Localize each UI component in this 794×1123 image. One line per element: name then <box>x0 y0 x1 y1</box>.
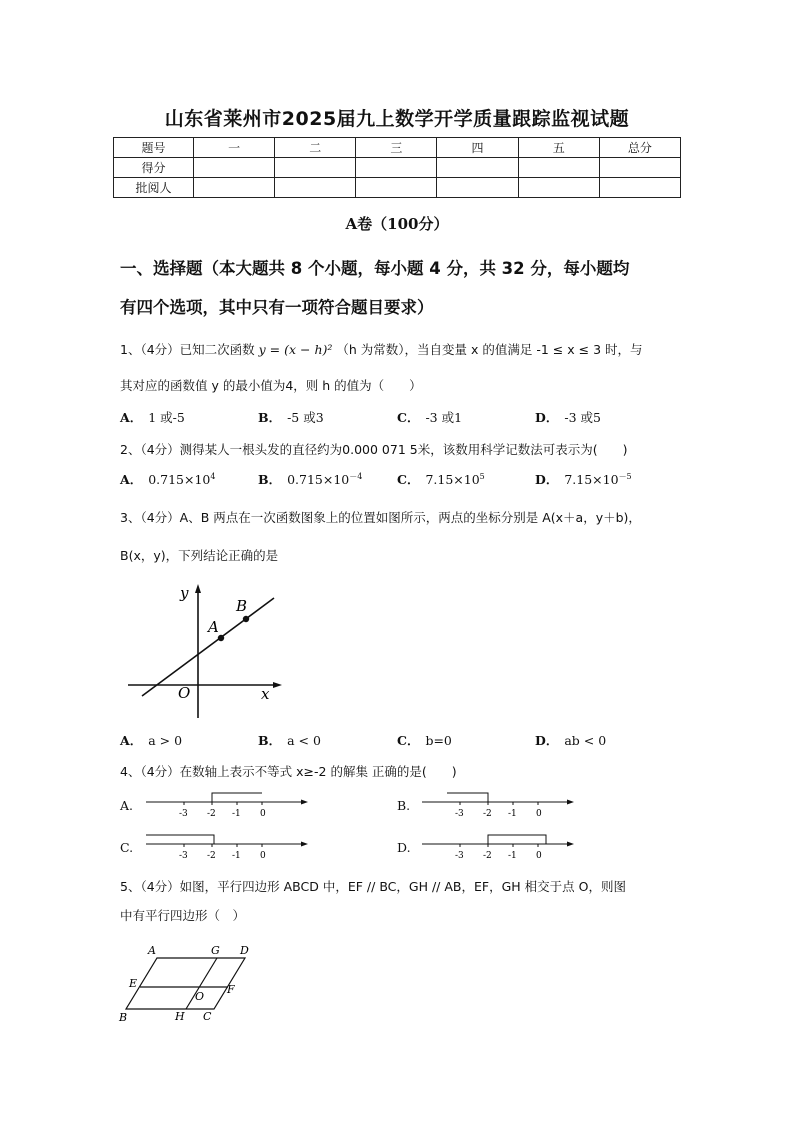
score-header-cell: 四 <box>437 138 518 158</box>
tick-label: -3 <box>179 809 188 819</box>
tick-label: -3 <box>455 851 464 861</box>
x-axis-arrow-icon <box>273 682 282 688</box>
q4-option-a-numberline <box>144 788 314 820</box>
q2-option-b[interactable] <box>258 470 362 488</box>
y-axis-label: y <box>180 584 189 602</box>
q3-option-d[interactable] <box>535 731 606 749</box>
option-letter: A． <box>120 472 143 487</box>
q2-text: 2、（4分）测得某人一根头发的直径约为0.000 071 5米，该数用科学记数法可表示为( ) <box>120 442 628 457</box>
score-table-row <box>114 178 681 198</box>
tick-label: 0 <box>260 851 266 861</box>
q4-option-c-letter[interactable]: C. <box>120 840 134 855</box>
q3-option-b[interactable] <box>258 731 321 749</box>
tick-label: -1 <box>232 851 241 861</box>
point-b <box>243 616 249 622</box>
q2-option-d[interactable] <box>535 470 632 488</box>
tick-label: 0 <box>536 809 542 819</box>
score-cell[interactable] <box>599 178 680 198</box>
label-h: H <box>175 1010 185 1023</box>
tick-label: 0 <box>260 809 266 819</box>
score-header-cell: 一 <box>194 138 275 158</box>
numberline-arrow-icon <box>567 800 574 805</box>
option-letter: A． <box>120 410 143 425</box>
q5-parallelogram-figure <box>115 940 265 1025</box>
q1-option-b[interactable] <box>258 408 324 426</box>
q4-option-b-numberline <box>420 788 580 820</box>
option-letter: D． <box>535 472 559 487</box>
numberline-arrow-icon <box>301 800 308 805</box>
option-exponent: 4 <box>210 471 216 481</box>
score-cell[interactable] <box>437 158 518 178</box>
score-cell[interactable] <box>194 178 275 198</box>
score-header-cell: 总分 <box>599 138 680 158</box>
option-letter: B． <box>258 472 282 487</box>
tick-label: -2 <box>207 851 216 861</box>
q1-formula: y = (x − h)² <box>258 342 333 357</box>
score-header-cell: 题号 <box>114 138 194 158</box>
label-c: C <box>203 1010 212 1023</box>
option-letter: B． <box>258 733 282 748</box>
score-row-label: 得分 <box>114 158 194 178</box>
score-cell[interactable] <box>356 178 437 198</box>
q4-option-d-letter[interactable]: D. <box>397 840 411 855</box>
option-letter: D． <box>535 410 559 425</box>
score-table-row <box>114 158 681 178</box>
label-g: G <box>211 944 220 957</box>
tick-label: -2 <box>483 809 492 819</box>
tick-label: -1 <box>508 809 517 819</box>
q3-option-c[interactable] <box>397 731 452 749</box>
option-text: a > 0 <box>148 733 183 748</box>
score-table <box>113 137 681 198</box>
q3-text: 3、（4分）A、B 两点在一次函数图象上的位置如图所示，两点的坐标分别是 A(x＋a，y＋b)， <box>120 510 641 525</box>
numberline-arrow-icon <box>567 842 574 847</box>
option-text: -5 或3 <box>287 410 324 425</box>
tick-label: -3 <box>179 851 188 861</box>
q1-option-c[interactable] <box>397 408 462 426</box>
section-a-heading: A卷（100分） <box>345 215 449 233</box>
score-cell[interactable] <box>518 178 599 198</box>
label-a: A <box>148 944 156 957</box>
score-cell[interactable] <box>518 158 599 178</box>
option-letter: C． <box>397 472 420 487</box>
option-letter: A． <box>120 733 143 748</box>
q4-option-c-numberline <box>144 830 314 862</box>
q1-text-a: 1、（4分）已知二次函数 <box>120 342 255 357</box>
option-text: 7.15×10 <box>425 472 480 487</box>
score-header-cell: 二 <box>275 138 356 158</box>
point-b-label: B <box>236 597 248 615</box>
q4-option-b-letter[interactable]: B. <box>397 798 411 813</box>
score-header-cell: 三 <box>356 138 437 158</box>
q3-option-a[interactable] <box>120 731 182 749</box>
part1-heading-line2: 有四个选项，其中只有一项符合题目要求） <box>120 298 434 317</box>
point-a-label: A <box>208 618 219 636</box>
q2-option-a[interactable] <box>120 470 215 488</box>
q4-option-a-letter[interactable]: A. <box>120 798 134 813</box>
score-row-label: 批阅人 <box>114 178 194 198</box>
q1-line1 <box>120 340 643 358</box>
label-d: D <box>240 944 249 957</box>
q5-line2: 中有平行四边形（ ） <box>120 908 246 923</box>
option-text: -3 或5 <box>564 410 601 425</box>
part1-heading-line1: 一、选择题（本大题共 8 个小题，每小题 4 分，共 32 分，每小题均 <box>120 259 630 278</box>
option-letter: D． <box>535 733 559 748</box>
function-line <box>142 598 274 696</box>
score-cell[interactable] <box>275 178 356 198</box>
option-letter: B． <box>258 410 282 425</box>
option-text: 1 或-5 <box>148 410 185 425</box>
label-o: O <box>195 990 205 1003</box>
q2-option-c[interactable] <box>397 470 485 488</box>
option-text: -3 或1 <box>425 410 463 425</box>
page-title: 山东省莱州市2025届九上数学开学质量跟踪监视试题 <box>164 108 630 130</box>
score-cell[interactable] <box>356 158 437 178</box>
numberline-arrow-icon <box>301 842 308 847</box>
tick-label: -1 <box>232 809 241 819</box>
option-exponent: 5 <box>479 471 485 481</box>
label-f: F <box>227 983 235 996</box>
option-text: 0.715×10 <box>287 472 350 487</box>
label-b: B <box>119 1011 128 1024</box>
q1-text-b: （h 为常数），当自变量 x 的值满足 -1 ≤ x ≤ 3 时，与 <box>336 342 643 357</box>
score-cell[interactable] <box>275 158 356 178</box>
option-exponent: －4 <box>349 471 363 481</box>
tick-label: -2 <box>483 851 492 861</box>
option-letter: C． <box>397 410 420 425</box>
score-table-header-row <box>114 138 681 158</box>
tick-label: -1 <box>508 851 517 861</box>
score-header-cell: 五 <box>518 138 599 158</box>
option-text: 7.15×10 <box>564 472 619 487</box>
score-cell[interactable] <box>194 158 275 178</box>
tick-label: -2 <box>207 809 216 819</box>
q4-text: 4、（4分）在数轴上表示不等式 x≥-2 的解集 正确的是( ) <box>120 764 457 779</box>
score-cell[interactable] <box>599 158 680 178</box>
option-text: 0.715×10 <box>148 472 211 487</box>
q1-line2: 其对应的函数值 y 的最小值为4，则 h 的值为（ ） <box>120 378 422 393</box>
option-text: b=0 <box>425 733 452 748</box>
q3-line2: B(x，y)，下列结论正确的是 <box>120 548 279 563</box>
score-cell[interactable] <box>437 178 518 198</box>
option-text: a < 0 <box>287 733 321 748</box>
option-text: ab < 0 <box>564 733 607 748</box>
q1-option-a[interactable] <box>120 408 185 426</box>
q1-option-d[interactable] <box>535 408 601 426</box>
option-exponent: －5 <box>618 471 632 481</box>
x-axis-label: x <box>261 685 270 703</box>
option-letter: C． <box>397 733 420 748</box>
q3-linear-function-figure <box>120 580 290 725</box>
origin-label: O <box>178 684 191 702</box>
tick-label: -3 <box>455 809 464 819</box>
tick-label: 0 <box>536 851 542 861</box>
q5-text: 5、（4分）如图，平行四边形 ABCD 中，EF // BC，GH // AB，EF，GH 相交于点 O，则图 <box>120 879 626 894</box>
y-axis-arrow-icon <box>195 584 201 593</box>
label-e: E <box>129 977 138 990</box>
q4-option-d-numberline <box>420 830 580 862</box>
